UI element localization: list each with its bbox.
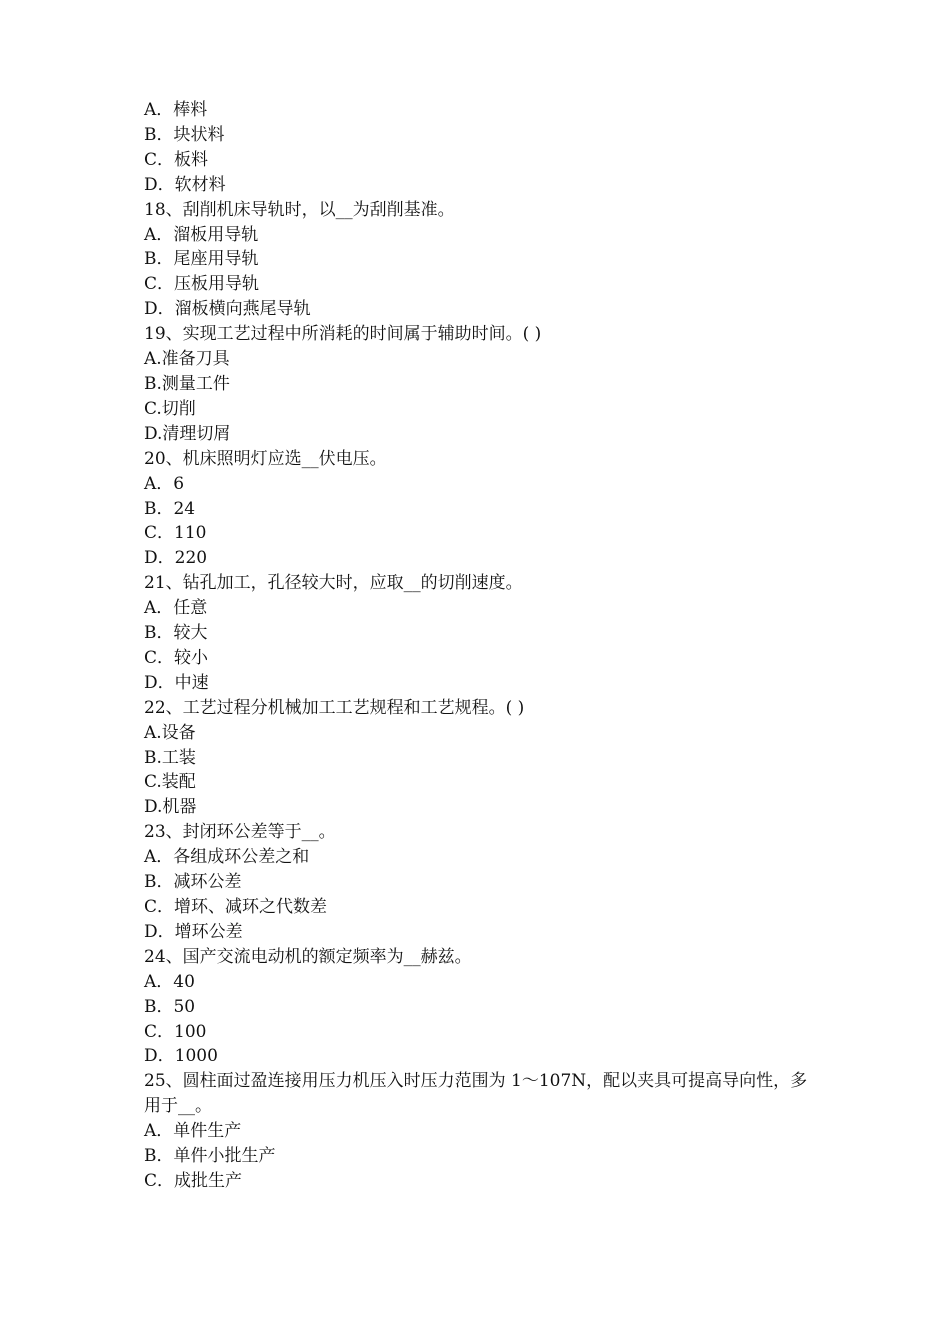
option-d: D.清理切屑 xyxy=(144,423,231,444)
option-d: D．溜板横向燕尾导轨 xyxy=(144,299,311,320)
option-a: A.设备 xyxy=(144,722,196,743)
option-b: B．较大 xyxy=(144,623,208,644)
option-b: B．块状料 xyxy=(144,124,225,145)
option-a: A．各组成环公差之和 xyxy=(144,847,310,868)
option-b: B．24 xyxy=(144,498,196,519)
option-c: C．较小 xyxy=(144,647,209,668)
option-a: A．40 xyxy=(144,971,195,992)
option-b: B．减环公差 xyxy=(144,872,242,893)
option-c: C．100 xyxy=(144,1021,207,1042)
option-a: A.准备刀具 xyxy=(144,349,230,370)
option-d: D．1000 xyxy=(144,1046,218,1067)
option-b: B.工装 xyxy=(144,747,196,768)
option-b: B．尾座用导轨 xyxy=(144,249,259,270)
option-c: C.装配 xyxy=(144,772,196,793)
option-a: A．溜板用导轨 xyxy=(144,224,259,245)
option-b: B．单件小批生产 xyxy=(144,1146,276,1167)
question-19: 19、实现工艺过程中所消耗的时间属于辅助时间。( ) xyxy=(144,324,542,345)
option-a: A．单件生产 xyxy=(144,1121,242,1142)
option-b: B．50 xyxy=(144,996,196,1017)
option-c: C．压板用导轨 xyxy=(144,274,260,295)
option-a: A．6 xyxy=(144,473,185,494)
option-d: D．220 xyxy=(144,548,208,569)
option-d: D.机器 xyxy=(144,797,197,818)
option-c: C.切削 xyxy=(144,398,196,419)
option-a: A．棒料 xyxy=(144,100,208,120)
question-23: 23、封闭环公差等于__。 xyxy=(144,822,336,843)
option-c: C．增环、减环之代数差 xyxy=(144,897,328,917)
question-25: 25、圆柱面过盈连接用压力机压入时压力范围为 1～107N，配以夹具可提高导向性，多用于__。 xyxy=(144,1071,808,1117)
question-21: 21、钻孔加工，孔径较大时，应取__的切削速度。 xyxy=(144,573,523,594)
option-a: A．任意 xyxy=(144,598,208,619)
option-c: C．板料 xyxy=(144,149,209,170)
option-d: D．中速 xyxy=(144,672,209,693)
option-b: B.测量工件 xyxy=(144,373,230,394)
option-d: D．增环公差 xyxy=(144,921,243,942)
question-18: 18、刮削机床导轨时，以__为刮削基准。 xyxy=(144,199,455,220)
option-d: D．软材料 xyxy=(144,174,226,195)
option-c: C．成批生产 xyxy=(144,1170,243,1191)
question-20: 20、机床照明灯应选__伏电压。 xyxy=(144,448,387,469)
document-body xyxy=(144,98,824,1194)
question-22: 22、工艺过程分机械加工工艺规程和工艺规程。( ) xyxy=(144,697,525,718)
question-24: 24、国产交流电动机的额定频率为__赫兹。 xyxy=(144,946,472,967)
option-c: C．110 xyxy=(144,523,207,544)
